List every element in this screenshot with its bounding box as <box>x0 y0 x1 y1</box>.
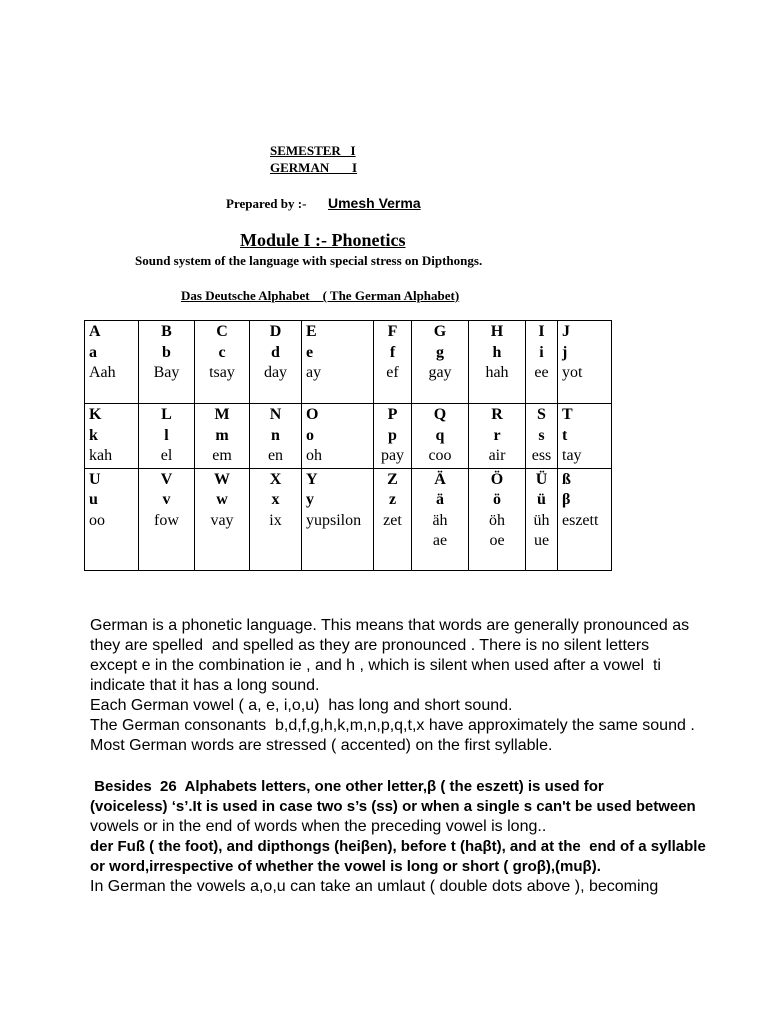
letter-pronunciation: oo <box>89 511 105 529</box>
paragraph-line: German is a phonetic language. This means that words are generally pronounced as <box>90 617 690 634</box>
paragraph-line: In German the vowels a,o,u can take an umlaut ( double dots above ), becoming <box>90 878 659 895</box>
letter-uppercase: A <box>89 323 101 340</box>
letter-lowercase: v <box>162 491 171 508</box>
paragraph-line: except e in the combination ie , and h , which is silent when used after a vowel ti <box>90 657 661 674</box>
alphabet-cell <box>412 468 469 570</box>
letter-pronunciation: ay <box>306 364 322 381</box>
letter-pronunciation: air <box>488 447 506 464</box>
letter-lowercase: q <box>435 426 445 444</box>
paragraph-line: they are spelled and spelled as they are pronounced . There is no silent letters <box>90 637 650 654</box>
letter-alt-spelling: ue <box>533 532 550 549</box>
letter-uppercase: J <box>562 323 570 340</box>
letter-uppercase: I <box>538 323 545 340</box>
alphabet-cell <box>85 404 139 469</box>
letter-lowercase: β <box>562 491 571 508</box>
letter-lowercase: k <box>89 426 98 444</box>
alphabet-row <box>85 404 612 469</box>
letter-uppercase: Ä <box>434 470 446 488</box>
letter-uppercase: R <box>491 406 503 423</box>
alphabet-cell <box>302 468 374 570</box>
alphabet-cell <box>526 404 558 469</box>
alphabet-row <box>85 321 612 404</box>
alphabet-cell <box>250 468 302 570</box>
letter-uppercase: Y <box>306 470 318 488</box>
letter-uppercase: C <box>216 323 228 340</box>
alphabet-cell <box>302 404 374 469</box>
letter-lowercase: x <box>271 491 280 508</box>
alphabet-cell <box>250 321 302 404</box>
alphabet-cell <box>195 321 250 404</box>
letter-lowercase: c <box>218 343 226 361</box>
letter-uppercase: T <box>562 406 573 423</box>
letter-lowercase: ö <box>493 491 501 508</box>
alphabet-row <box>85 468 612 570</box>
letter-uppercase: V <box>160 470 173 488</box>
alphabet-cell <box>195 404 250 469</box>
alphabet-cell <box>469 468 526 570</box>
letter-lowercase: w <box>216 491 228 508</box>
alphabet-cell <box>374 404 412 469</box>
alphabet-cell <box>139 404 195 469</box>
letter-lowercase: b <box>162 343 171 361</box>
letter-uppercase: F <box>387 323 398 340</box>
letter-lowercase: i <box>539 343 544 361</box>
letter-uppercase: G <box>433 323 447 340</box>
alphabet-cell <box>469 404 526 469</box>
letter-uppercase: M <box>214 406 230 423</box>
letter-pronunciation: el <box>160 447 173 464</box>
letter-lowercase: y <box>306 491 314 508</box>
letter-uppercase: S <box>537 406 546 423</box>
letter-pronunciation: yupsilon <box>306 511 362 529</box>
letter-uppercase: H <box>490 323 504 340</box>
paragraph-line: (voiceless) ‘s’.It is used in case two s’s (ss) or when a single s can't be used between <box>90 798 696 815</box>
alphabet-cell <box>526 321 558 404</box>
letter-pronunciation: fow <box>154 511 179 529</box>
alphabet-cell <box>195 468 250 570</box>
letter-pronunciation: oh <box>306 447 322 464</box>
alphabet-cell <box>469 321 526 404</box>
paragraph-line: The German consonants b,d,f,g,h,k,m,n,p,q,t,x have approximately the same sound . <box>90 717 695 734</box>
letter-pronunciation: zet <box>383 511 402 529</box>
letter-lowercase: o <box>306 426 314 444</box>
letter-pronunciation: em <box>212 447 232 464</box>
letter-lowercase: n <box>271 426 280 444</box>
letter-uppercase: X <box>269 470 282 488</box>
letter-uppercase: Z <box>387 470 398 488</box>
letter-pronunciation: Bay <box>153 364 180 381</box>
letter-pronunciation: üh <box>533 511 550 529</box>
letter-pronunciation: gay <box>428 364 452 381</box>
alphabet-cell <box>85 321 139 404</box>
letter-pronunciation: coo <box>428 447 452 464</box>
letter-lowercase: r <box>493 426 501 444</box>
letter-alt-spelling: oe <box>489 532 505 549</box>
alphabet-table <box>84 320 612 571</box>
letter-lowercase: t <box>562 426 568 444</box>
alphabet-cell <box>374 321 412 404</box>
alphabet-cell <box>412 321 469 404</box>
letter-uppercase: K <box>89 406 102 423</box>
semester-heading: SEMESTER I <box>270 143 356 158</box>
letter-pronunciation: ess <box>531 447 552 464</box>
letter-alt-spelling: ae <box>432 532 448 549</box>
letter-uppercase: O <box>306 406 319 423</box>
letter-lowercase: ü <box>537 491 546 508</box>
letter-uppercase: W <box>214 470 230 488</box>
letter-pronunciation: ef <box>386 364 399 381</box>
letter-uppercase: B <box>161 323 172 340</box>
author-name: Umesh Verma <box>328 195 421 211</box>
letter-lowercase: ä <box>436 491 444 508</box>
letter-pronunciation: en <box>267 447 284 464</box>
letter-lowercase: h <box>492 343 502 361</box>
alphabet-cell <box>558 321 612 404</box>
letter-pronunciation: yot <box>562 364 583 381</box>
paragraph-line: Most German words are stressed ( accented) on the first syllable. <box>90 737 553 754</box>
alphabet-cell <box>250 404 302 469</box>
paragraph-line: Besides 26 Alphabets letters, one other letter,β ( the eszett) is used for <box>90 778 604 795</box>
letter-uppercase: L <box>161 406 172 423</box>
alphabet-title: Das Deutsche Alphabet ( The German Alphabet) <box>181 288 460 303</box>
module-subtitle: Sound system of the language with special stress on Dipthongs. <box>135 253 483 268</box>
letter-lowercase: e <box>306 343 314 361</box>
letter-pronunciation: vay <box>210 511 234 529</box>
alphabet-cell <box>302 321 374 404</box>
letter-pronunciation: tay <box>562 447 582 464</box>
module-title: Module I :- Phonetics <box>240 230 406 250</box>
letter-pronunciation: day <box>263 364 288 381</box>
letter-lowercase: d <box>271 343 280 361</box>
letter-pronunciation: öh <box>489 511 505 529</box>
paragraph-line: Each German vowel ( a, e, i,o,u) has long and short sound. <box>90 697 513 714</box>
letter-pronunciation: eszett <box>562 511 599 529</box>
letter-uppercase: D <box>269 323 282 340</box>
paragraph-line: or word,irrespective of whether the vowel is long or short ( groβ),(muβ). <box>90 858 601 875</box>
alphabet-cell <box>412 404 469 469</box>
letter-lowercase: g <box>436 343 444 361</box>
paragraph-line: der Fuß ( the foot), and dipthongs (heiβen), before t (haβt), and at the end of a syllable <box>90 838 706 855</box>
letter-uppercase: Ü <box>535 470 548 488</box>
paragraph-line: vowels or in the end of words when the preceding vowel is long.. <box>90 818 547 835</box>
letter-lowercase: a <box>89 343 97 361</box>
letter-lowercase: s <box>538 426 545 444</box>
alphabet-cell <box>374 468 412 570</box>
letter-pronunciation: pay <box>380 447 405 464</box>
letter-pronunciation: äh <box>432 511 448 529</box>
paragraph-line: indicate that it has a long sound. <box>90 677 320 694</box>
letter-uppercase: Q <box>433 406 447 423</box>
letter-uppercase: P <box>387 406 398 423</box>
letter-lowercase: z <box>388 491 397 508</box>
letter-uppercase: Ö <box>490 470 504 488</box>
alphabet-cell <box>85 468 139 570</box>
letter-uppercase: ß <box>562 470 571 488</box>
letter-lowercase: f <box>389 343 396 361</box>
letter-pronunciation: kah <box>89 447 113 464</box>
alphabet-cell <box>558 404 612 469</box>
letter-pronunciation: ee <box>534 364 549 381</box>
course-heading: GERMAN I <box>270 160 358 175</box>
letter-lowercase: u <box>89 491 98 508</box>
letter-uppercase: E <box>306 323 317 340</box>
alphabet-cell <box>558 468 612 570</box>
letter-uppercase: U <box>89 470 101 488</box>
alphabet-cell <box>139 321 195 404</box>
eszett-paragraph <box>90 777 706 897</box>
letter-lowercase: p <box>388 426 397 444</box>
phonetics-paragraph <box>90 616 695 756</box>
letter-lowercase: m <box>215 426 229 444</box>
prepared-by-label: Prepared by :- <box>226 196 307 211</box>
letter-uppercase: N <box>269 406 282 423</box>
alphabet-cell <box>139 468 195 570</box>
letter-pronunciation: ix <box>269 511 282 529</box>
letter-lowercase: l <box>164 426 169 444</box>
letter-pronunciation: hah <box>485 364 509 381</box>
letter-pronunciation: tsay <box>209 364 235 381</box>
letter-lowercase: j <box>562 343 568 361</box>
letter-pronunciation: Aah <box>89 364 116 381</box>
alphabet-cell <box>526 468 558 570</box>
